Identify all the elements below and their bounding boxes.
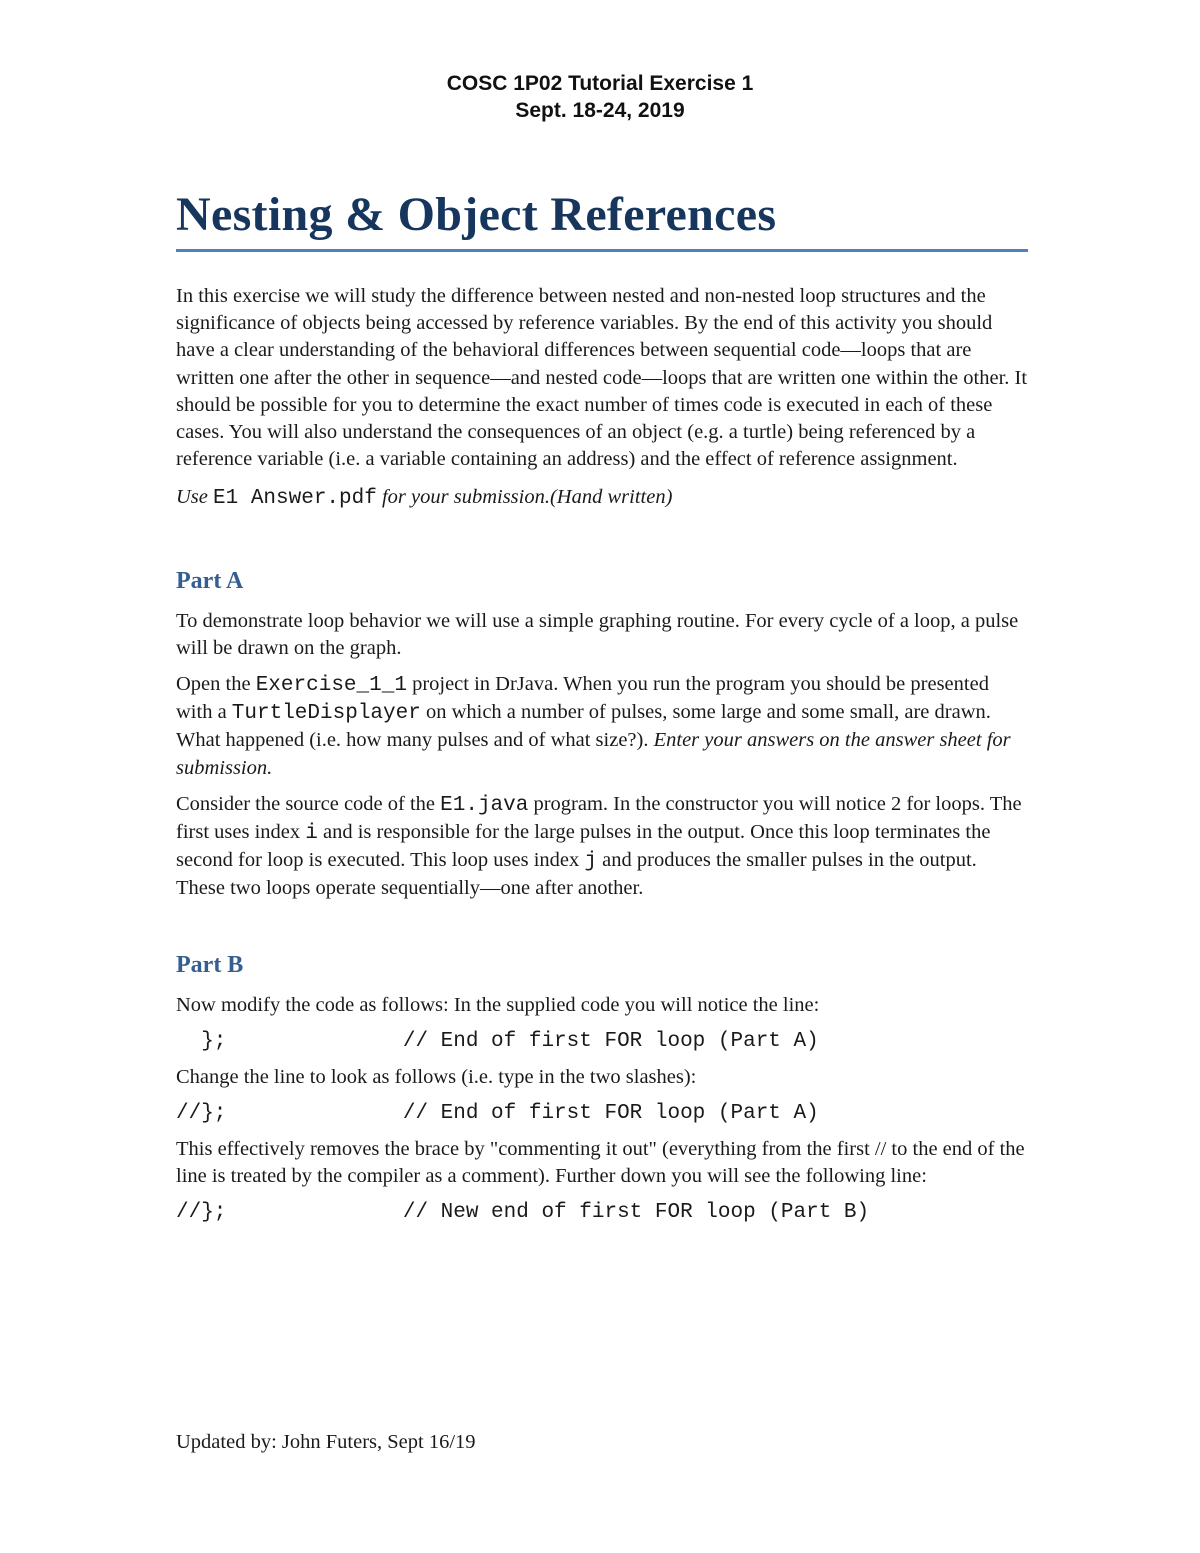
part-a-paragraph-3: [176, 791, 1028, 903]
part-a-p3-text-2: program. In the constructor you will notice 2 for loops. The first uses index: [176, 792, 1022, 844]
course-title: COSC 1P02 Tutorial Exercise 1: [446, 72, 754, 95]
submission-note: [176, 484, 1028, 512]
code-line-original: }; // End of first FOR loop (Part A): [176, 1029, 819, 1053]
part-b-heading: Part B: [176, 951, 244, 978]
part-a-heading: Part A: [176, 567, 244, 594]
part-b-paragraph-2: Change the line to look as follows (i.e. type in the two slashes):: [176, 1065, 697, 1088]
part-a-p2-emphasis: Enter your answers on the answer sheet for submission.: [176, 729, 1011, 779]
title-divider: [176, 249, 1028, 252]
submission-pre: Use: [176, 486, 214, 509]
part-a-p3-text-3: and is responsible for the large pulses in the output. Once this loop terminates the second for loop is executed. This loop uses index: [176, 821, 991, 872]
index-i-code: i: [305, 822, 318, 846]
part-b-paragraph-3: This effectively removes the brace by "commenting it out" (everything from the first // to the end of the line is treated by the compiler as a comment). Further down you will see the following line:: [176, 1138, 1025, 1188]
part-a-p2-text-1: Open the: [176, 673, 256, 696]
page-title: Nesting & Object References: [176, 188, 777, 241]
intro-paragraph: In this exercise we will study the difference between nested and non-nested loop structures and the significance of objects being accessed by reference variables. By the end of this activity you should have a clear understanding of the behavioral differences between sequential code—loops that are written one after the other in sequence—and nested code—loops that are written one within the other. It should be possible for you to determine the exact number of times code is executed in each of these cases. You will also understand the consequences of an object (e.g. a turtle) being referenced by a reference variable (i.e. a variable containing an address) and the effect of reference assignment.: [176, 285, 1028, 471]
code-line-new-end: //}; // New end of first FOR loop (Part B): [176, 1201, 870, 1225]
date-range: Sept. 18-24, 2019: [515, 99, 685, 122]
part-b-paragraph-1: Now modify the code as follows: In the supplied code you will notice the line:: [176, 993, 820, 1016]
part-a-paragraph-1: To demonstrate loop behavior we will use a simple graphing routine. For every cycle of a loop, a pulse will be drawn on the graph.: [176, 609, 1019, 659]
part-a-p3-text-4: and produces the smaller pulses in the output. These two loops operate sequentially—one after another.: [176, 849, 977, 900]
project-name-code: Exercise_1_1: [255, 674, 407, 698]
footer-updated-by: Updated by: John Futers, Sept 16/19: [176, 1431, 476, 1453]
document-header: [0, 70, 1200, 124]
part-a-paragraph-2: [176, 671, 1028, 782]
part-a-p2-text-3: on which a number of pulses, some large and some small, are drawn. What happened (i.e. how many pulses and of what size?).: [176, 701, 991, 752]
submission-file: E1 Answer.pdf: [213, 487, 377, 511]
code-line-commented: //}; // End of first FOR loop (Part A): [176, 1102, 819, 1126]
document-body: [176, 185, 1028, 1235]
submission-post: for your submission.(Hand written): [376, 486, 673, 509]
turtle-displayer-code: TurtleDisplayer: [231, 702, 421, 726]
part-a-p3-text-1: Consider the source code of the: [176, 792, 441, 815]
source-file-code: E1.java: [440, 793, 529, 817]
index-j-code: j: [584, 850, 598, 874]
part-a-p2-text-2: project in DrJava. When you run the program you should be presented with a: [176, 673, 989, 724]
